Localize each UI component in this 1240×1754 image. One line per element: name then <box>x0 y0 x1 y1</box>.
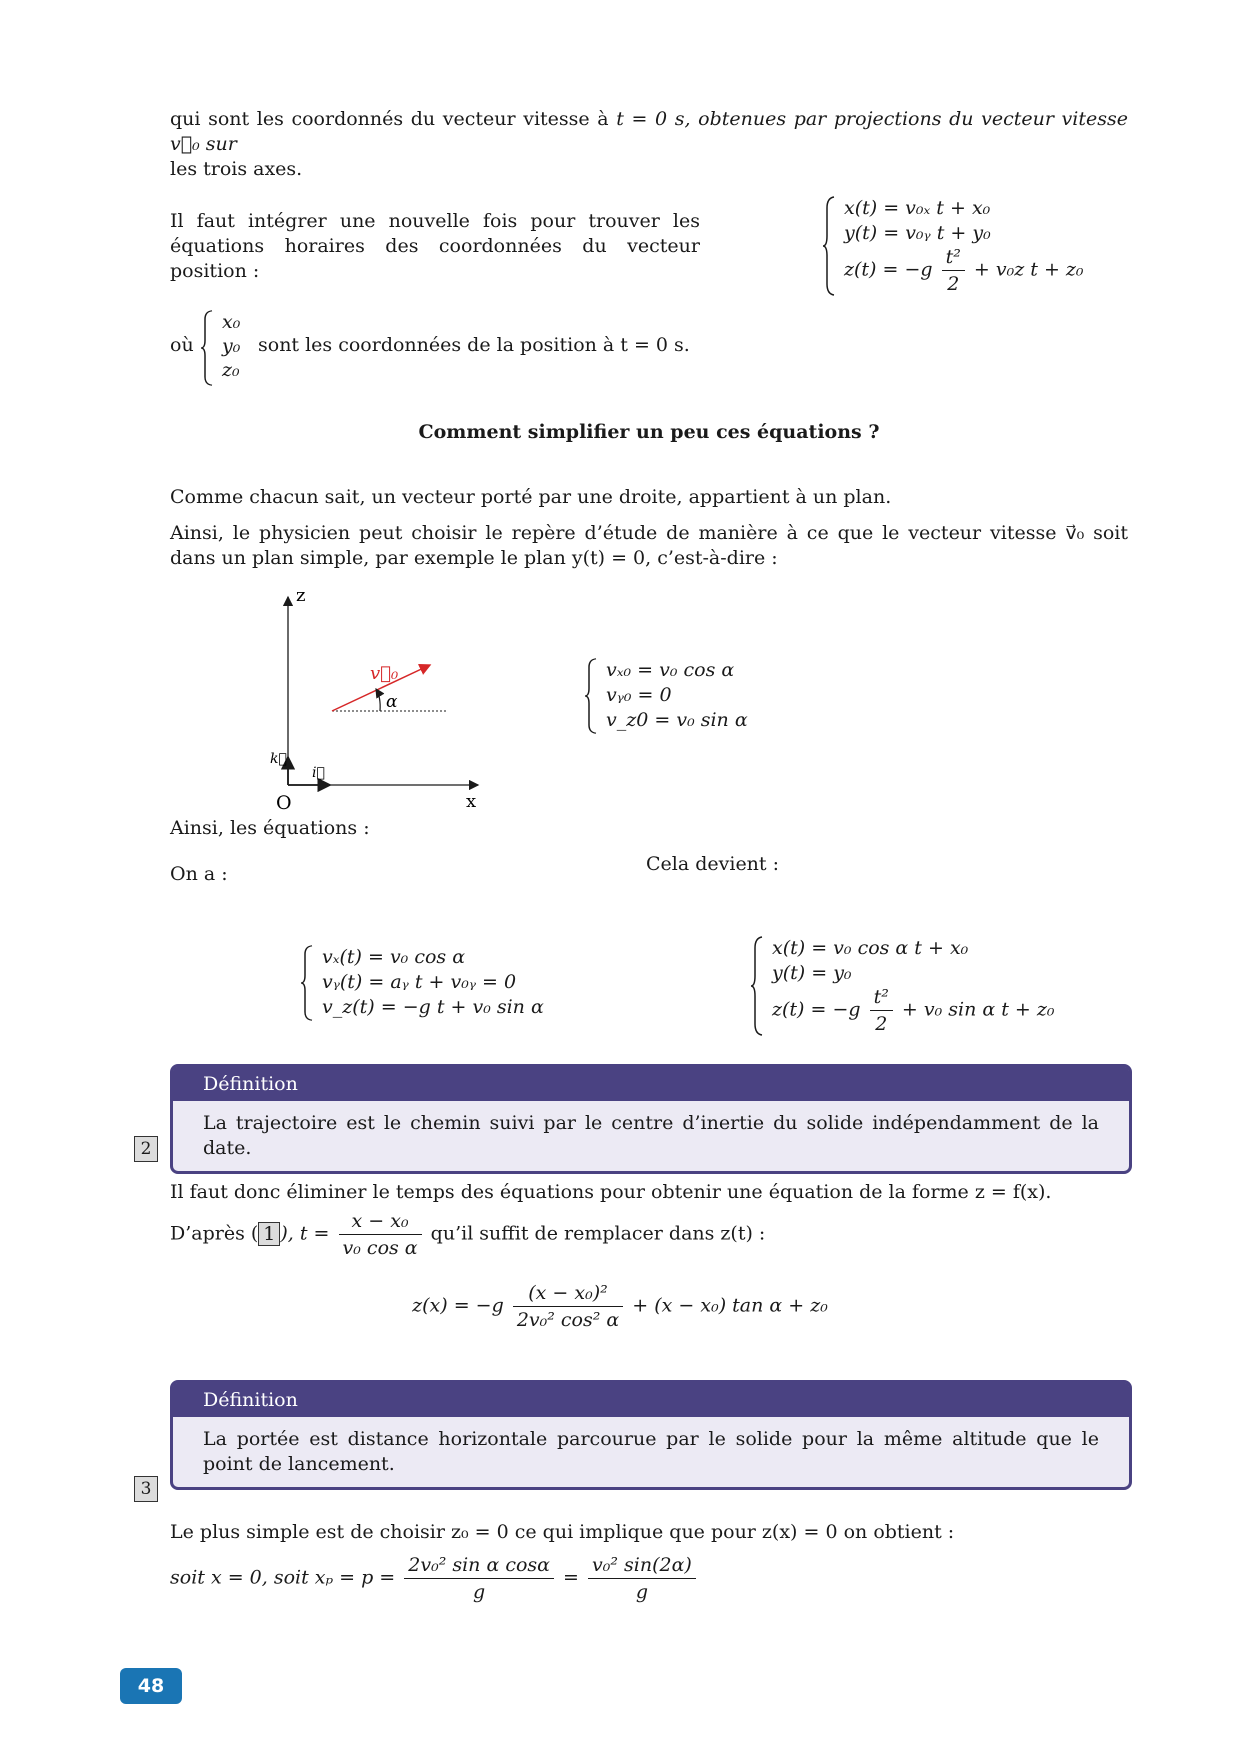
brace-icon <box>584 658 598 734</box>
i-label: i⃗ <box>312 765 325 781</box>
para-vector: Comme chacun sait, un vecteur porté par une droite, appartient à un plan. <box>170 486 892 508</box>
position-system-2 <box>750 936 1055 1036</box>
para-plane: Ainsi, le physicien peut choisir le repère d’étude de manière à ce que le vecteur vitesse v⃗₀ soit dans un plan simple, par exemple le plan y(t) = 0, c’est-à-dire : <box>170 522 1128 569</box>
origin-label: O <box>276 792 292 810</box>
definition-box-portee <box>170 1380 1132 1490</box>
brace-icon <box>300 945 314 1021</box>
pos2-eq-x: x(t) = v₀ cos α t + x₀ <box>772 937 969 959</box>
definition-number: 2 <box>134 1136 158 1162</box>
frac-den: g <box>473 1581 486 1603</box>
traj-fraction <box>513 1282 623 1331</box>
simplest-paragraph: Le plus simple est de choisir z₀ = 0 ce qui implique que pour z(x) = 0 on obtient : <box>170 1521 955 1543</box>
intro-line1-a: qui sont les coordonnés du vecteur vitesse à <box>170 108 609 130</box>
definition-text: La portée est distance horizontale parcourue par le solide pour la même altitude que le point de lancement. <box>203 1428 1099 1475</box>
eliminate-paragraph: Il faut donc éliminer le temps des équations pour obtenir une équation de la forme z = f(x). <box>170 1181 1052 1203</box>
initial-position-suffix: sont les coordonnées de la position à t = 0 s. <box>258 334 690 356</box>
range-prefix: soit x = 0, soit xₚ = p = <box>170 1566 396 1589</box>
equals-sign: = <box>563 1566 579 1589</box>
frac-num: v₀² sin(2α) <box>588 1554 696 1579</box>
pos-eq-z-rhs: + v₀z t + z₀ <box>973 258 1084 281</box>
velocity-components <box>584 658 748 734</box>
pos-eq-x: x(t) = v₀ₓ t + x₀ <box>844 197 991 219</box>
ainsi-text: Ainsi, les équations : <box>170 817 370 839</box>
x-label: x <box>466 791 477 810</box>
pos-eq-y: y(t) = v₀ᵧ t + y₀ <box>844 222 991 244</box>
cela-devient-text: Cela devient : <box>646 853 779 875</box>
frac-num: (x − x₀)² <box>513 1282 623 1307</box>
trajectory-equation <box>0 1282 1240 1331</box>
v0-label: v⃗₀ <box>370 663 399 684</box>
t-fraction <box>339 1210 422 1259</box>
y0: y₀ <box>222 335 241 357</box>
range-equation <box>170 1554 699 1603</box>
intro-line1-c: v⃗₀ sur <box>170 133 237 155</box>
definition-box-trajectoire <box>170 1064 1132 1174</box>
frac-den: 2 <box>947 273 960 295</box>
brace-icon <box>822 196 836 296</box>
pos2-eq-y: y(t) = y₀ <box>772 962 852 984</box>
on-a-text: On a : <box>170 863 228 885</box>
brace-icon <box>200 310 214 386</box>
vx-eq: vₓ(t) = v₀ cos α <box>322 946 466 968</box>
definition-header: Définition <box>173 1067 1129 1101</box>
pos2-eq-z-rhs: + v₀ sin α t + z₀ <box>901 998 1055 1021</box>
dapres-mid: ), t = <box>280 1222 330 1245</box>
k-label: k⃗ <box>270 751 287 767</box>
x0: x₀ <box>222 311 241 333</box>
pos-eq-z-lhs: z(t) = −g <box>844 258 933 281</box>
fraction <box>870 986 893 1035</box>
section-title: Comment simplifier un peu ces équations ? <box>418 421 880 443</box>
pos-eq-z <box>844 246 1084 295</box>
frac-den: 2v₀² cos² α <box>516 1309 620 1331</box>
frac-den: g <box>635 1581 648 1603</box>
integrate-paragraph: Il faut intégrer une nouvelle fois pour trouver les équations horaires des coordonnées du vecteur position : <box>170 210 700 282</box>
vy0: vᵧ₀ = 0 <box>606 684 672 706</box>
definition-number: 3 <box>134 1476 158 1502</box>
z0: z₀ <box>222 359 240 381</box>
definition-header: Définition <box>173 1383 1129 1417</box>
intro-line1-b: t = 0 s, obtenues par projections du vecteur vitesse <box>616 108 1128 130</box>
pos2-eq-z <box>772 986 1055 1035</box>
position-system <box>822 196 1084 296</box>
brace-icon <box>750 936 764 1036</box>
intro-line2: les trois axes. <box>170 158 303 180</box>
alpha-arc-icon <box>376 689 380 711</box>
traj-rhs: + (x − x₀) tan α + z₀ <box>632 1294 828 1317</box>
dapres-prefix: D’après ( <box>170 1222 259 1245</box>
velocity-diagram <box>240 585 500 810</box>
vy-eq: vᵧ(t) = aᵧ t + v₀ᵧ = 0 <box>322 971 517 993</box>
frac-den: 2 <box>875 1013 888 1035</box>
dapres-suffix: qu’il suffit de remplacer dans z(t) : <box>430 1222 766 1245</box>
fraction <box>942 246 965 295</box>
equation-ref[interactable]: 1 <box>258 1222 280 1246</box>
frac-num: x − x₀ <box>339 1210 422 1235</box>
page-number-badge: 48 <box>120 1668 182 1704</box>
vx0: vₓ₀ = v₀ cos α <box>606 659 735 681</box>
pos2-eq-z-lhs: z(t) = −g <box>772 998 861 1021</box>
vz0: v_z0 = v₀ sin α <box>606 709 748 731</box>
range-fraction-2 <box>588 1554 696 1603</box>
vz-eq: v_z(t) = −g t + v₀ sin α <box>322 996 544 1018</box>
dapres-line <box>170 1210 765 1259</box>
frac-num: t² <box>942 246 965 271</box>
frac-num: t² <box>870 986 893 1011</box>
traj-lhs: z(x) = −g <box>412 1294 504 1317</box>
initial-position-prefix: où <box>170 334 194 356</box>
z-label: z <box>296 585 306 606</box>
definition-text: La trajectoire est le chemin suivi par le centre d’inertie du solide indépendamment de la date. <box>203 1112 1099 1159</box>
frac-num: 2v₀² sin α cosα <box>404 1554 554 1579</box>
velocity-system <box>300 945 544 1021</box>
frac-den: v₀ cos α <box>342 1237 418 1259</box>
alpha-label: α <box>386 692 398 712</box>
initial-position-system <box>200 310 240 386</box>
range-fraction-1 <box>404 1554 554 1603</box>
intro-paragraph <box>170 107 1128 182</box>
